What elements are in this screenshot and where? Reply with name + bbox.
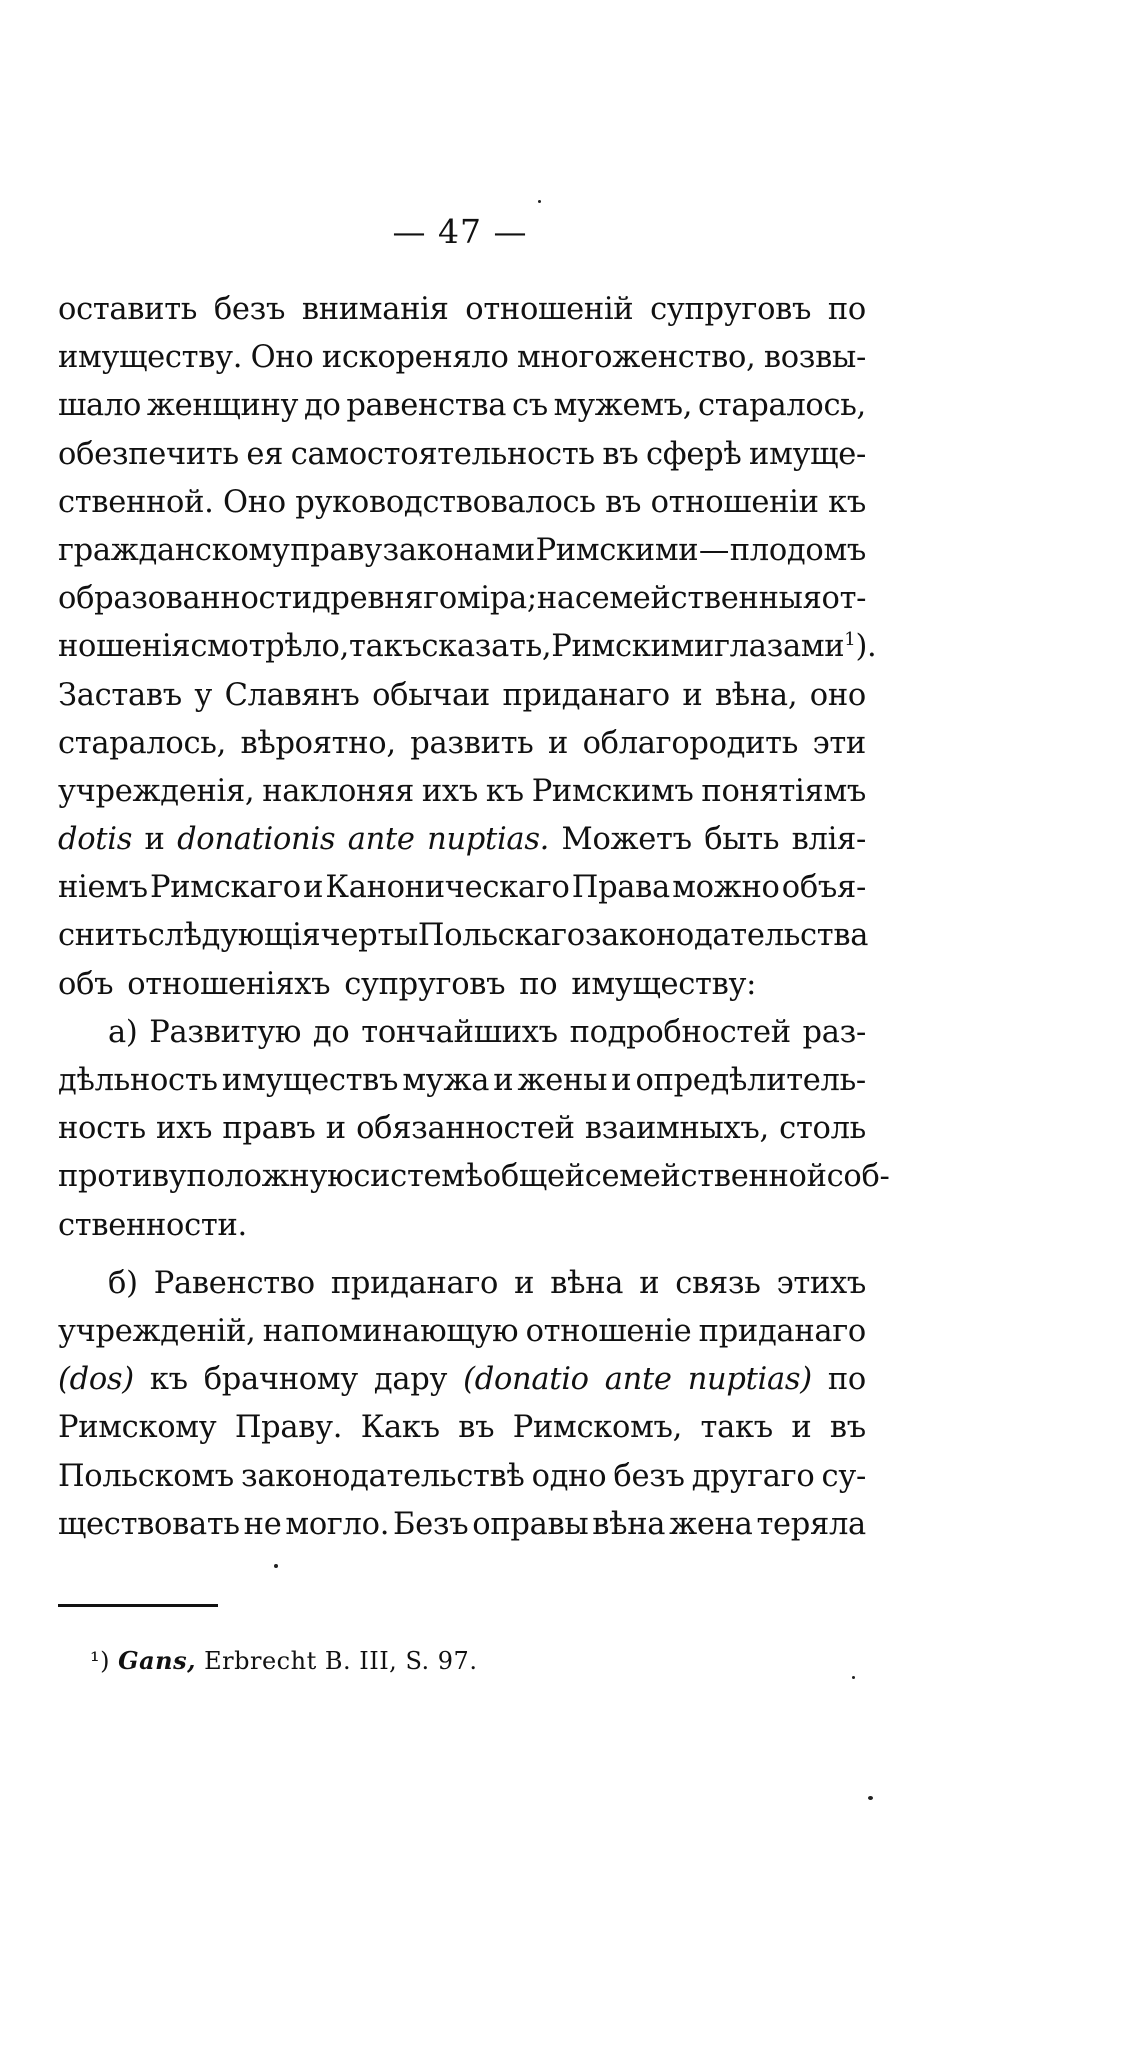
text-line: б) Равенство приданаго и вѣна и связь этихъ <box>108 1265 866 1301</box>
page-number: — 47 — <box>392 212 528 251</box>
text-line: гражданскому праву законами Римскими — плодомъ <box>58 532 866 568</box>
text-line: оставить безъ вниманія отношеній супруговъ по <box>58 292 866 327</box>
text-line: учрежденій, напоминающую отношеніе приданаго <box>58 1313 866 1349</box>
text-line: Заставъ у Славянъ обычаи приданаго и вѣна, оно <box>58 677 866 713</box>
text-line: ношенія смотрѣло, такъ сказать, Римскими глазами1). <box>58 629 877 665</box>
text-line: шало женщину до равенства съ мужемъ, старалось, <box>58 388 866 424</box>
text-line: обезпечить ея самостоятельность въ сферѣ имуще- <box>58 436 866 472</box>
text-line: ственности. <box>58 1207 247 1243</box>
footnote-reference: Erbrecht B. III, S. 97. <box>204 1647 478 1675</box>
paper-speck <box>852 1676 855 1679</box>
body-text <box>58 286 890 1549</box>
text-line: ществовать не могло. Безъ оправы вѣна жена теряла <box>58 1506 866 1542</box>
paper-speck <box>538 200 541 203</box>
text-line: противуположную системѣ общей семейственной соб- <box>58 1159 890 1195</box>
text-line: дѣльность имуществъ мужа и жены и опредѣлитель- <box>58 1063 866 1098</box>
text-line: (dos) къ брачному дару (donatio ante nuptias) по <box>58 1362 866 1398</box>
text-line: dotis и donationis ante nuptias. Можетъ быть влія- <box>58 822 866 858</box>
text-line: Польскомъ законодательствѣ одно безъ другаго су- <box>58 1458 866 1494</box>
footnote-author: Gans, <box>118 1646 196 1675</box>
text-line: объ отношеніяхъ супруговъ по имуществу: <box>58 966 757 1002</box>
footnote-rule <box>58 1604 218 1607</box>
text-line: учрежденія, наклоняя ихъ къ Римскимъ понятіямъ <box>58 773 866 809</box>
text-line: снить слѣдующія черты Польскаго законодательства <box>58 918 869 954</box>
footnote-marker: ¹) <box>90 1647 110 1675</box>
text-line: а) Развитую до тончайшихъ подробностей раз- <box>108 1014 866 1050</box>
text-line: старалось, вѣроятно, развить и облагородить эти <box>58 725 866 761</box>
footnote <box>90 1646 477 1676</box>
paragraph-gap <box>58 1250 866 1260</box>
text-line: образованности древняго міра; на семейственныя от- <box>58 581 867 617</box>
text-line: ность ихъ правъ и обязанностей взаимныхъ, столь <box>58 1111 866 1147</box>
paper-speck <box>274 1564 278 1568</box>
text-line: Римскому Праву. Какъ въ Римскомъ, такъ и въ <box>58 1410 866 1446</box>
text-line: ственной. Оно руководствовалось въ отношеніи къ <box>58 484 866 520</box>
text-line: имуществу. Оно искореняло многоженство, возвы- <box>58 340 866 376</box>
text-line: ніемъ Римскаго и Каноническаго Права можно объя- <box>58 870 866 906</box>
paper-speck <box>868 1796 873 1800</box>
